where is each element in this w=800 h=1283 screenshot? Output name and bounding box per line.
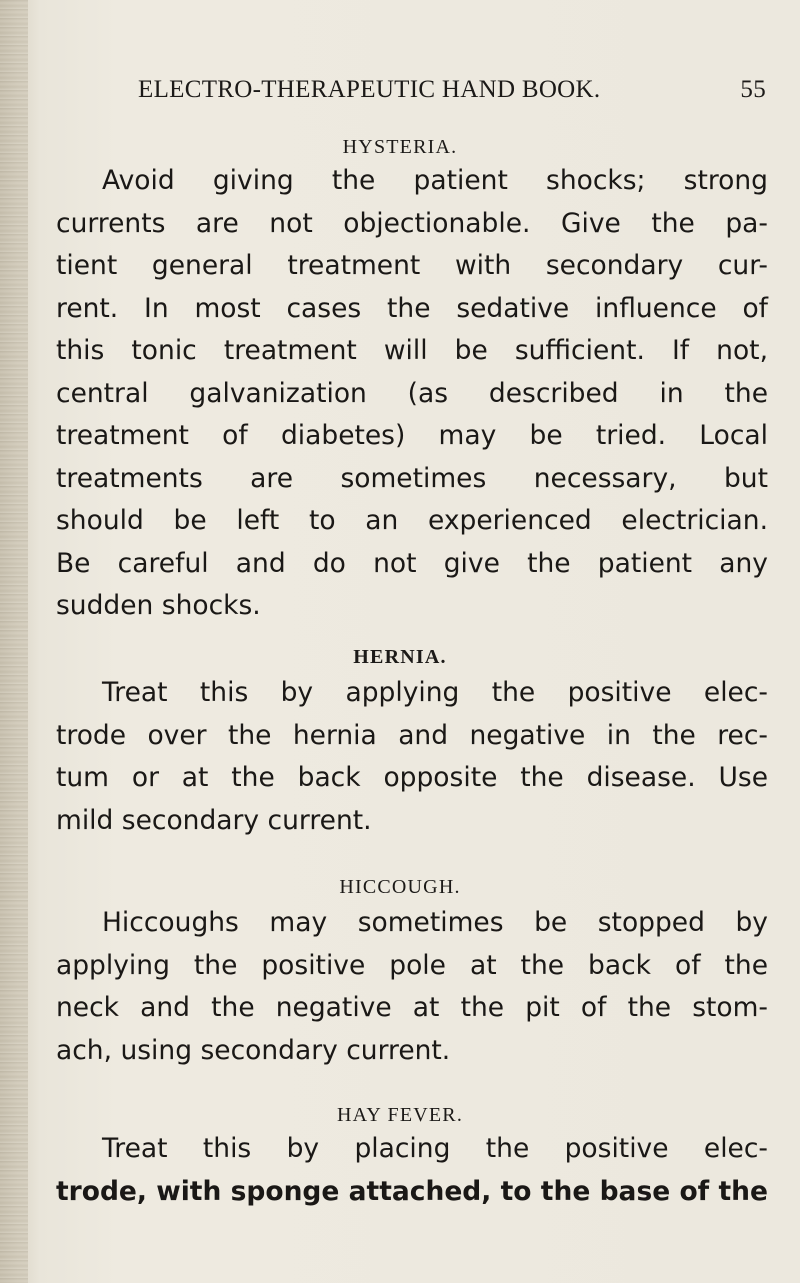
body-line: tum or at the back opposite the disease. Use	[56, 762, 768, 793]
body-line: should be left to an experienced electrician.	[56, 505, 768, 536]
page-number: 55	[740, 76, 766, 103]
body-line: central galvanization (as described in the	[56, 377, 768, 409]
body-line: Treat this by applying the positive elec-	[102, 677, 768, 708]
section-body-hiccough	[56, 902, 768, 1072]
section-heading-hay-fever: HAY FEVER.	[336, 1104, 464, 1126]
body-line: Treat this by placing the positive elec-	[102, 1133, 768, 1164]
section-body-hernia	[56, 672, 768, 842]
body-line: Avoid giving the patient shocks; strong	[102, 165, 768, 196]
body-line: Hiccoughs may sometimes be stopped by	[102, 907, 768, 938]
body-line: tient general treatment with secondary cur-	[56, 250, 768, 281]
body-line: Be careful and do not give the patient any	[56, 547, 768, 579]
section-heading-hernia: HERNIA.	[353, 646, 447, 668]
body-line: trode over the hernia and negative in the rec-	[56, 719, 768, 751]
section-body-hysteria	[56, 160, 768, 628]
section-body-hay-fever	[56, 1128, 768, 1213]
body-line: neck and the negative at the pit of the stom-	[56, 992, 768, 1023]
section-heading-hiccough: HICCOUGH.	[339, 876, 461, 898]
body-line: sudden shocks.	[56, 590, 261, 621]
running-head-title: ELECTRO-THERAPEUTIC HAND BOOK.	[138, 76, 601, 103]
body-line: treatments are sometimes necessary, but	[56, 462, 768, 494]
body-line: mild secondary current.	[56, 804, 372, 836]
body-line: this tonic treatment will be sufficient. If not,	[56, 335, 768, 366]
section-heading-hysteria: HYSTERIA.	[342, 136, 458, 158]
page-spine-edge	[0, 0, 28, 1283]
body-line: applying the positive pole at the back of the	[56, 949, 768, 981]
body-line: rent. In most cases the sedative influence of	[56, 292, 768, 324]
body-line: ach, using secondary current.	[56, 1034, 451, 1066]
body-line: trode, with sponge attached, to the base of the	[56, 1175, 768, 1207]
body-line: currents are not objectionable. Give the pa-	[56, 207, 768, 239]
body-line: treatment of diabetes) may be tried. Local	[56, 420, 768, 451]
running-head	[138, 76, 766, 116]
